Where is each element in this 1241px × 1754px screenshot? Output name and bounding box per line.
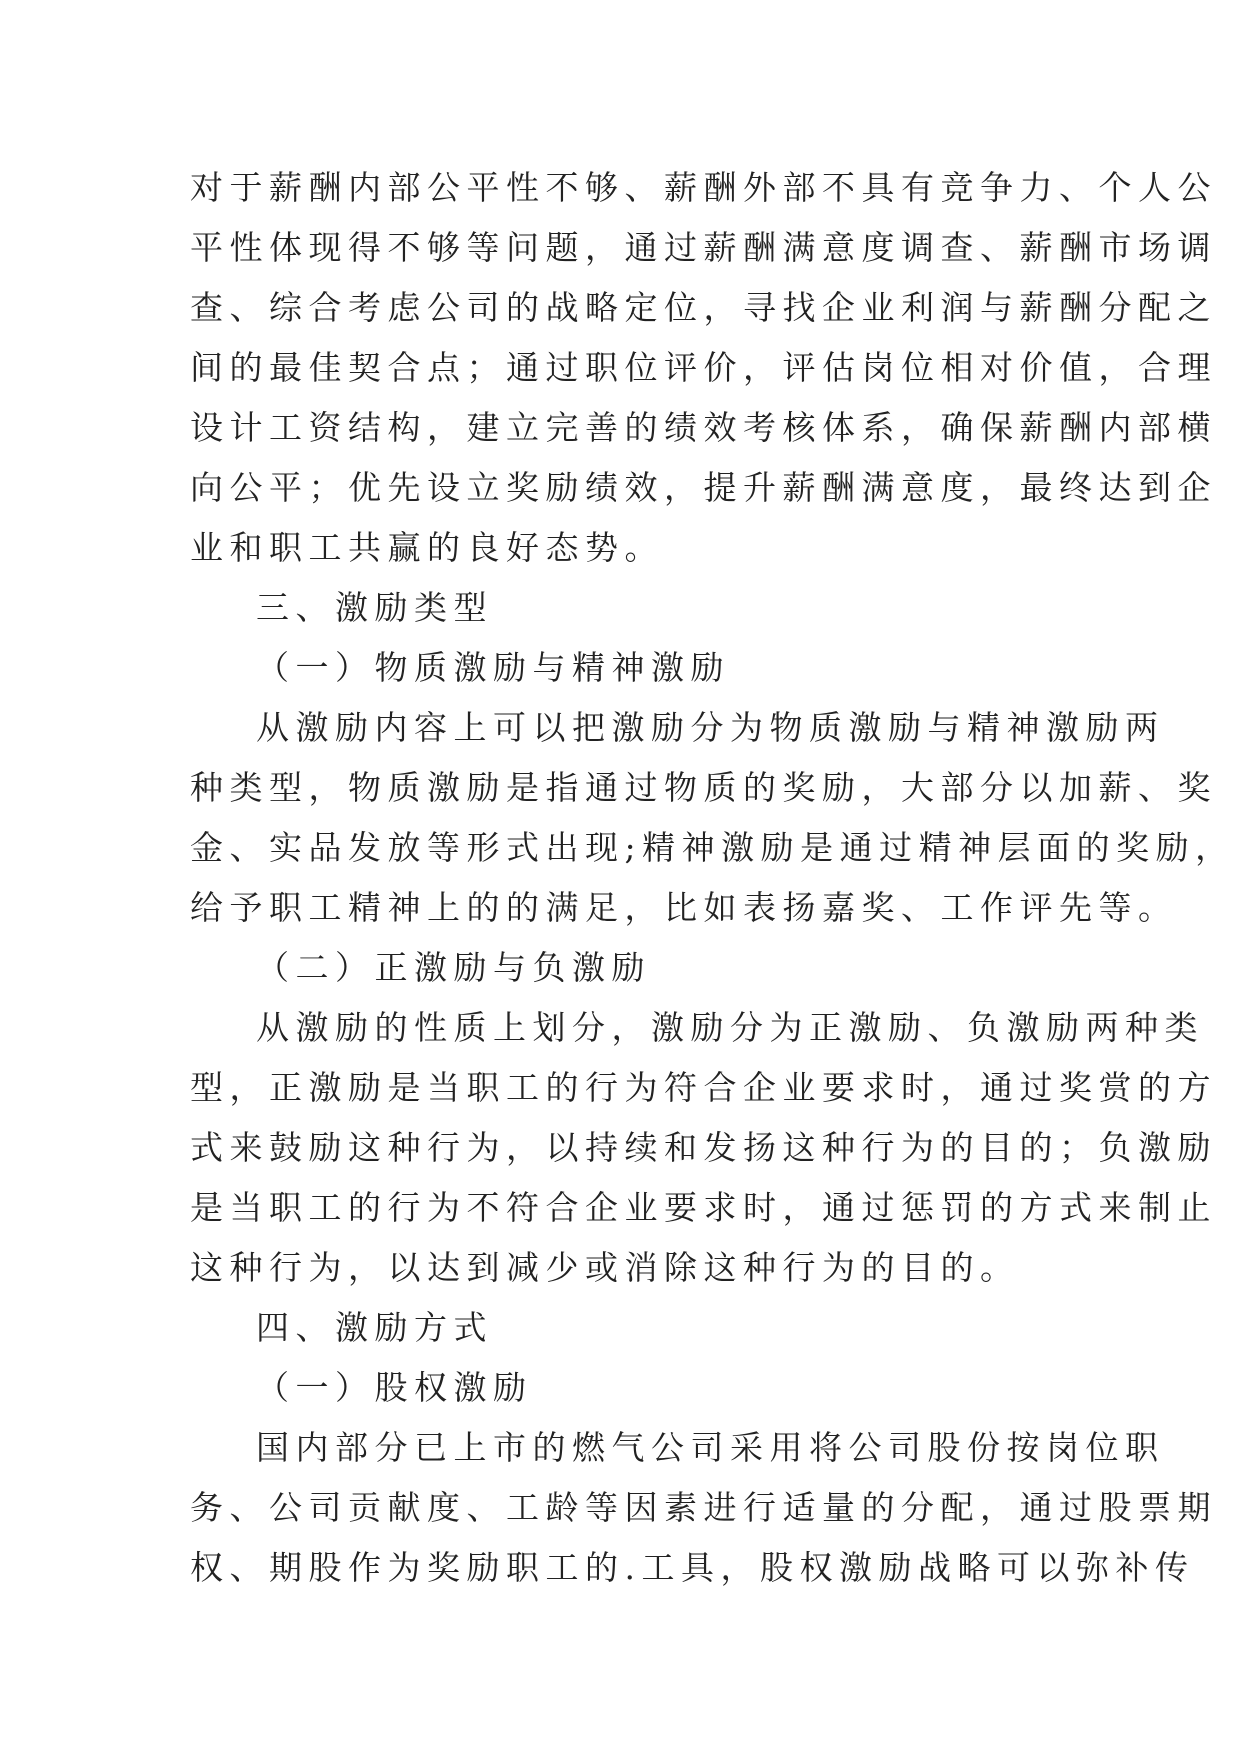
paragraph-line: 向公平；优先设立奖励绩效，提升薪酬满意度，最终达到企 bbox=[190, 468, 1217, 507]
paragraph-line: 对于薪酬内部公平性不够、薪酬外部不具有竞争力、个人公 bbox=[190, 168, 1217, 207]
paragraph-line: 是当职工的行为不符合企业要求时，通过惩罚的方式来制止 bbox=[190, 1188, 1217, 1227]
subsection-heading: （一）物质激励与精神激励 bbox=[256, 648, 730, 687]
paragraph-line: 设计工资结构，建立完善的绩效考核体系，确保薪酬内部横 bbox=[190, 408, 1217, 447]
paragraph-line: 间的最佳契合点；通过职位评价，评估岗位相对价值，合理 bbox=[190, 348, 1217, 387]
paragraph-line: 查、综合考虑公司的战略定位，寻找企业利润与薪酬分配之 bbox=[190, 288, 1217, 327]
subsection-heading: （一）股权激励 bbox=[256, 1368, 533, 1407]
paragraph-line: 国内部分已上市的燃气公司采用将公司股份按岗位职 bbox=[256, 1428, 1165, 1467]
paragraph-line: 这种行为，以达到减少或消除这种行为的目的。 bbox=[190, 1248, 1020, 1287]
subsection-heading: （二）正激励与负激励 bbox=[256, 948, 651, 987]
paragraph-line: 从激励的性质上划分，激励分为正激励、负激励两种类 bbox=[256, 1008, 1204, 1047]
paragraph-line: 金、实品发放等形式出现;精神激励是通过精神层面的奖励， bbox=[190, 828, 1235, 867]
paragraph-line: 务、公司贡献度、工龄等因素进行适量的分配，通过股票期 bbox=[190, 1488, 1217, 1527]
section-heading: 四、激励方式 bbox=[256, 1308, 493, 1347]
document-body bbox=[190, 158, 1235, 1598]
paragraph-line: 业和职工共赢的良好态势。 bbox=[190, 528, 664, 567]
paragraph-line: 从激励内容上可以把激励分为物质激励与精神激励两 bbox=[256, 708, 1165, 747]
paragraph-line: 给予职工精神上的的满足，比如表扬嘉奖、工作评先等。 bbox=[190, 888, 1178, 927]
paragraph-line: 种类型，物质激励是指通过物质的奖励，大部分以加薪、奖 bbox=[190, 768, 1217, 807]
paragraph-line: 平性体现得不够等问题，通过薪酬满意度调查、薪酬市场调 bbox=[190, 228, 1217, 267]
paragraph-line: 型，正激励是当职工的行为符合企业要求时，通过奖赏的方 bbox=[190, 1068, 1217, 1107]
section-heading: 三、激励类型 bbox=[256, 588, 493, 627]
paragraph-line: 权、期股作为奖励职工的.工具，股权激励战略可以弥补传 bbox=[190, 1548, 1195, 1587]
paragraph-line: 式来鼓励这种行为，以持续和发扬这种行为的目的；负激励 bbox=[190, 1128, 1217, 1167]
